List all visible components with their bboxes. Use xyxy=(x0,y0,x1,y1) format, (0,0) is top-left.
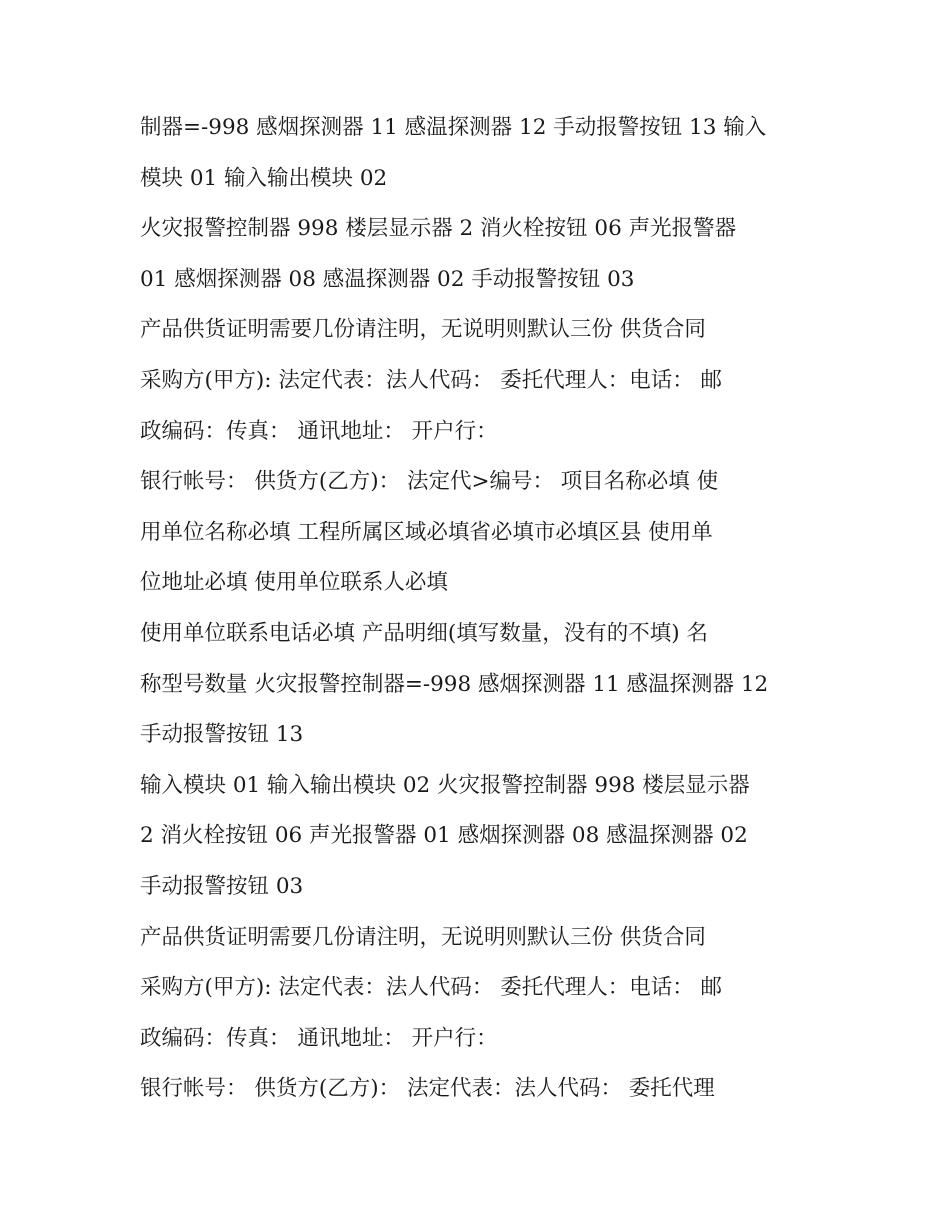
text-line: 政编码：传真： 通讯地址： 开户行： xyxy=(140,1025,498,1051)
text-line: 制器=-998 感烟探测器 11 感温探测器 12 手动报警按钮 13 输入 xyxy=(140,115,767,140)
document-body xyxy=(140,103,820,1115)
text-line: 产品供货证明需要几份请注明，无说明则默认三份 供货合同 xyxy=(140,317,706,343)
text-line: 用单位名称必填 工程所属区域必填省必填市必填区县 使用单 xyxy=(140,519,713,545)
text-line: 政编码：传真： 通讯地址： 开户行： xyxy=(140,418,498,444)
text-line: 模块 01 输入输出模块 02 xyxy=(140,165,388,191)
text-line: 银行帐号： 供货方(乙方)： 法定代表：法人代码： 委托代理 xyxy=(140,1076,715,1102)
text-line: 位地址必填 使用单位联系人必填 xyxy=(140,570,448,596)
text-line: 采购方(甲方): 法定代表：法人代码： 委托代理人：电话： 邮 xyxy=(140,975,723,1001)
text-line: 手动报警按钮 03 xyxy=(140,873,304,899)
text-line: 银行帐号： 供货方(乙方)： 法定代>编号： 项目名称必填 使 xyxy=(140,469,719,495)
text-line: 火灾报警控制器 998 楼层显示器 2 消火栓按钮 06 声光报警器 xyxy=(140,216,737,242)
text-line: 产品供货证明需要几份请注明，无说明则默认三份 供货合同 xyxy=(140,924,706,950)
text-line: 输入模块 01 输入输出模块 02 火灾报警控制器 998 楼层显示器 xyxy=(140,772,750,798)
text-line: 01 感烟探测器 08 感温探测器 02 手动报警按钮 03 xyxy=(140,266,635,292)
text-line: 2 消火栓按钮 06 声光报警器 01 感烟探测器 08 感温探测器 02 xyxy=(140,823,748,849)
text-line: 采购方(甲方): 法定代表：法人代码： 委托代理人：电话： 邮 xyxy=(140,367,723,393)
text-line: 使用单位联系电话必填 产品明细(填写数量，没有的不填) 名 xyxy=(140,620,708,646)
text-line: 手动报警按钮 13 xyxy=(140,722,304,748)
text-line: 称型号数量 火灾报警控制器=-998 感烟探测器 11 感温探测器 12 xyxy=(140,671,769,697)
